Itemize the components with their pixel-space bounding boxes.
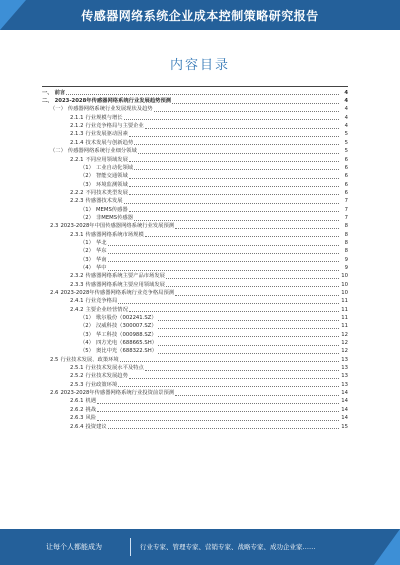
toc-leader-dots [138,153,339,154]
toc-entry-text: 行业竞争格局 [85,298,118,305]
toc-entry-number: 二、 [42,98,53,105]
toc-leader-dots [145,370,339,371]
toc-entry-page: 8 [344,248,348,255]
toc-leader-dots [145,236,339,237]
toc-entry[interactable] [42,413,348,421]
toc-entry-text: 传感器网络系统市场规模 [85,231,144,238]
toc-entry-page: 8 [344,223,348,230]
toc-entry-number: （1） [80,164,94,171]
toc-entry-page: 5 [344,148,348,155]
toc-entry-text: 技术发展与创新趋势 [85,139,134,146]
toc-entry-page: 4 [344,123,348,130]
toc-entry-page: 14 [341,406,348,413]
toc-entry-text: 传感器网络系统主要应用领域发展 [85,281,165,288]
toc-entry-number: 2.5.1 [70,365,84,372]
toc-entry[interactable] [42,297,348,305]
toc-entry-number: 2.5.3 [70,381,84,388]
toc-leader-dots [158,353,339,354]
toc-entry-text: 机遇 [85,398,97,405]
toc-entry-text: 华南 [95,256,107,263]
toc-entry-number: （2） [80,323,94,330]
toc-leader-dots [166,278,339,279]
toc-entry-number: （4） [80,340,94,347]
toc-entry-page: 10 [341,281,348,288]
toc-entry-page: 6 [344,156,348,163]
toc-heading: 内容目录 [169,58,230,73]
toc-entry[interactable] [42,180,348,188]
toc-entry-page: 14 [341,415,348,422]
toc-leader-dots [166,286,339,287]
toc-leader-dots [145,128,339,129]
toc-entry-number: 2.6.3 [70,415,84,422]
toc-entry-page: 11 [341,298,348,305]
toc-leader-dots [154,111,339,112]
toc-entry-text: 行业发展驱动因素 [85,131,128,138]
toc-entry-text: 前言 [54,89,66,96]
footer-accent [374,529,400,565]
toc-entry-number: 2.4.2 [70,306,84,313]
toc-entry-page: 13 [341,356,348,363]
toc-leader-dots [97,403,339,404]
toc-entry-number: （2） [80,173,94,180]
toc-entry[interactable] [42,363,348,371]
toc-entry-page: 7 [344,198,348,205]
toc-leader-dots [108,261,339,262]
toc-entry-page: 6 [344,181,348,188]
toc-leader-dots [175,295,339,296]
toc-entry[interactable] [42,322,348,330]
toc-entry-text: 华中 [95,264,107,271]
toc-entry[interactable] [42,288,348,296]
toc-entry-page: 7 [344,214,348,221]
toc-entry-number: （3） [80,256,94,263]
toc-entry-text: 汉威科技（300007.SZ） [95,323,157,330]
toc-entry[interactable] [42,163,348,171]
toc-entry-page: 13 [341,381,348,388]
toc-leader-dots [158,345,339,346]
toc-entry[interactable] [42,380,348,388]
toc-entry[interactable] [42,113,348,121]
toc-entry[interactable] [42,196,348,204]
toc-entry-number: 2.3.2 [70,273,84,280]
toc-leader-dots [66,94,339,95]
toc-entry[interactable] [42,405,348,413]
toc-entry-text: 传感器技术发展 [85,198,123,205]
toc-entry-page: 8 [344,231,348,238]
toc-leader-dots [129,178,339,179]
toc-leader-dots [129,211,339,212]
toc-entry[interactable] [42,372,348,380]
toc-entry-text: 风险 [85,415,97,422]
toc-entry[interactable] [42,138,348,146]
toc-entry[interactable] [42,338,348,346]
toc-entry-number: 2.6.4 [70,423,84,430]
toc-leader-dots [129,136,339,137]
toc-entry-page: 11 [341,306,348,313]
toc-entry-page: 12 [341,331,348,338]
toc-entry-text: 2023-2028年传感器网络系统行业发展趋势预测 [54,98,172,105]
toc-leader-dots [108,245,339,246]
toc-entry[interactable] [42,105,348,113]
toc-entry-text: MEMS传感器 [95,206,128,213]
toc-entry-number: （1） [80,315,94,322]
toc-entry-number: 2.2.1 [70,156,84,163]
toc-entry-number: 一、 [42,89,53,96]
toc-entry-text: 行业竞争格局与主要企业 [85,123,144,130]
toc-entry[interactable] [42,171,348,179]
toc-leader-dots [118,386,339,387]
toc-entry[interactable] [42,188,348,196]
report-footer [0,529,400,565]
toc-list [42,88,348,430]
toc-entry[interactable] [42,88,348,96]
toc-entry[interactable] [42,272,348,280]
toc-entry-page: 13 [341,373,348,380]
toc-entry[interactable] [42,330,348,338]
toc-entry[interactable] [42,230,348,238]
toc-entry-text: 2023-2028年中国传感器网络系统行业发展预测 [60,223,175,230]
toc-entry[interactable] [42,238,348,246]
toc-leader-dots [118,303,339,304]
toc-entry[interactable] [42,255,348,263]
toc-entry-text: 传感器网络系统主要产品市场发展 [85,273,165,280]
toc-leader-dots [134,169,339,170]
toc-entry-number: 2.2.2 [70,189,84,196]
toc-entry-number: （2） [80,214,94,221]
toc-entry[interactable] [42,313,348,321]
toc-entry-text: 主要企业经营情况 [85,306,128,313]
toc-entry-page: 8 [344,239,348,246]
toc-leader-dots [108,428,339,429]
toc-entry-page: 5 [344,131,348,138]
toc-entry-page: 6 [344,189,348,196]
toc-entry-number: 2.4.1 [70,298,84,305]
toc-entry-text: 行业技术发展趋势 [85,373,128,380]
toc-entry[interactable] [42,247,348,255]
toc-entry-text: 四方光电（688665.SH） [95,340,157,347]
toc-leader-dots [129,378,339,379]
toc-entry-page: 10 [341,290,348,296]
toc-entry-number: 2.3 [50,223,59,230]
toc-leader-dots [124,203,339,204]
toc-entry-number: 2.1.3 [70,131,84,138]
toc-entry-page: 6 [344,164,348,171]
toc-entry-text: 智能交通领域 [95,173,128,180]
toc-entry-text: 行业技术发展水平及特点 [85,365,144,372]
toc-entry[interactable] [42,280,348,288]
toc-entry-page: 12 [341,348,348,355]
toc-entry-page: 11 [341,315,348,322]
toc-leader-dots [158,328,339,329]
toc-leader-dots [175,228,339,229]
toc-entry-text: 不同技术类型发展 [85,189,128,196]
toc-leader-dots [134,220,339,221]
toc-entry-number: 2.3.1 [70,231,84,238]
toc-entry[interactable] [42,355,348,363]
toc-entry-text: 非MEMS传感器 [95,214,134,221]
footer-slogan: 让每个人都能成为 [46,543,102,551]
toc-entry[interactable] [42,397,348,405]
toc-entry-number: （5） [80,348,94,355]
toc-entry-number: 2.6.2 [70,406,84,413]
toc-entry[interactable] [42,388,348,396]
toc-entry[interactable] [42,222,348,230]
toc-entry[interactable] [42,121,348,129]
toc-entry[interactable] [42,205,348,213]
toc-leader-dots [129,186,339,187]
toc-entry-page: 10 [341,273,348,280]
toc-entry-number: 2.1.4 [70,139,84,146]
toc-entry-text: 挑战 [85,406,97,413]
toc-entry-page: 9 [344,256,348,263]
toc-entry-number: 2.6 [50,390,59,397]
toc-entry-page: 15 [341,423,348,430]
toc-entry-number: （二） [50,148,66,155]
toc-entry-page: 4 [344,106,348,113]
toc-entry-number: 2.1.1 [70,114,84,121]
toc-entry[interactable] [42,96,348,104]
toc-entry-text: 华北 [95,239,107,246]
toc-entry-number: 2.3.3 [70,281,84,288]
toc-leader-dots [124,119,339,120]
toc-entry-page: 4 [344,114,348,121]
toc-entry-text: 行业规模与增长 [85,114,123,121]
toc-top-rule [42,86,348,87]
toc-entry-text: 传感器网络系统行业细分领域 [67,148,137,155]
toc-entry-number: 2.2.3 [70,198,84,205]
toc-entry[interactable] [42,422,348,430]
toc-entry-text: 歌尔股份（002241.SZ） [95,315,157,322]
toc-leader-dots [129,161,339,162]
toc-leader-dots [172,103,339,104]
toc-entry-text: 2023-2028年传感器网络系统行业投资前景预测 [60,390,175,397]
toc-entry-number: 2.5 [50,356,59,363]
toc-entry-number: （1） [80,239,94,246]
toc-entry-text: 不同应用领域发展 [85,156,128,163]
toc-entry-number: 2.6.1 [70,398,84,405]
toc-entry-page: 11 [341,323,348,330]
toc-entry-page: 6 [344,173,348,180]
toc-entry-page: 4 [344,89,348,96]
toc-leader-dots [120,361,339,362]
toc-entry-text: 环境监测领域 [95,181,128,188]
toc-entry-text: 投资建议 [85,423,107,430]
toc-entry-page: 4 [344,98,348,105]
toc-entry[interactable] [42,347,348,355]
report-title: 传感器网络系统企业成本控制策略研究报告 [81,9,319,23]
toc-entry-page: 12 [341,340,348,347]
toc-entry-page: 14 [341,398,348,405]
toc-entry[interactable] [42,155,348,163]
footer-tagline: 行业专家、管理专家、营销专家、战略专家、成功企业家…… [140,543,316,551]
toc-entry-number: 2.4 [50,290,59,296]
toc-entry-text: 华东 [95,248,107,255]
toc-entry[interactable] [42,213,348,221]
toc-entry-text: 行业技术发展、政策环境 [60,356,119,363]
toc-entry-number: （3） [80,181,94,188]
toc-entry-number: （4） [80,264,94,271]
toc-entry-number: （2） [80,248,94,255]
toc-leader-dots [108,270,339,271]
footer-divider [130,538,131,556]
toc-leader-dots [129,311,339,312]
toc-leader-dots [129,194,339,195]
toc-leader-dots [175,395,339,396]
toc-leader-dots [134,144,339,145]
toc-entry[interactable] [42,305,348,313]
toc-entry-page: 13 [341,365,348,372]
toc-entry-number: 2.1.2 [70,123,84,130]
toc-entry-text: 2023-2028年传感器网络系统行业竞争格局预测 [60,290,175,296]
toc-entry-number: （1） [80,206,94,213]
toc-entry-text: 传感器网络系统行业发展现状及趋势 [67,106,153,113]
toc-leader-dots [97,420,339,421]
toc-leader-dots [158,320,339,321]
toc-entry-text: 奥比中光（688322.SH） [95,348,157,355]
toc-entry-text: 行业政策环境 [85,381,118,388]
toc-entry-number: （3） [80,331,94,338]
toc-entry-number: 2.5.2 [70,373,84,380]
toc-entry-text: 华工科技（000988.SZ） [95,331,157,338]
report-header [0,0,400,30]
toc-entry-page: 14 [341,390,348,397]
toc-entry[interactable] [42,263,348,271]
toc-entry[interactable] [42,146,348,154]
toc-entry-number: （一） [50,106,66,113]
toc-leader-dots [97,411,339,412]
toc-leader-dots [108,253,339,254]
toc-leader-dots [158,336,339,337]
table-of-contents [42,86,348,430]
toc-entry-text: 工业自动化领域 [95,164,134,171]
toc-entry-page: 7 [344,206,348,213]
toc-entry[interactable] [42,130,348,138]
toc-entry-page: 5 [344,139,348,146]
toc-entry-page: 9 [344,264,348,271]
